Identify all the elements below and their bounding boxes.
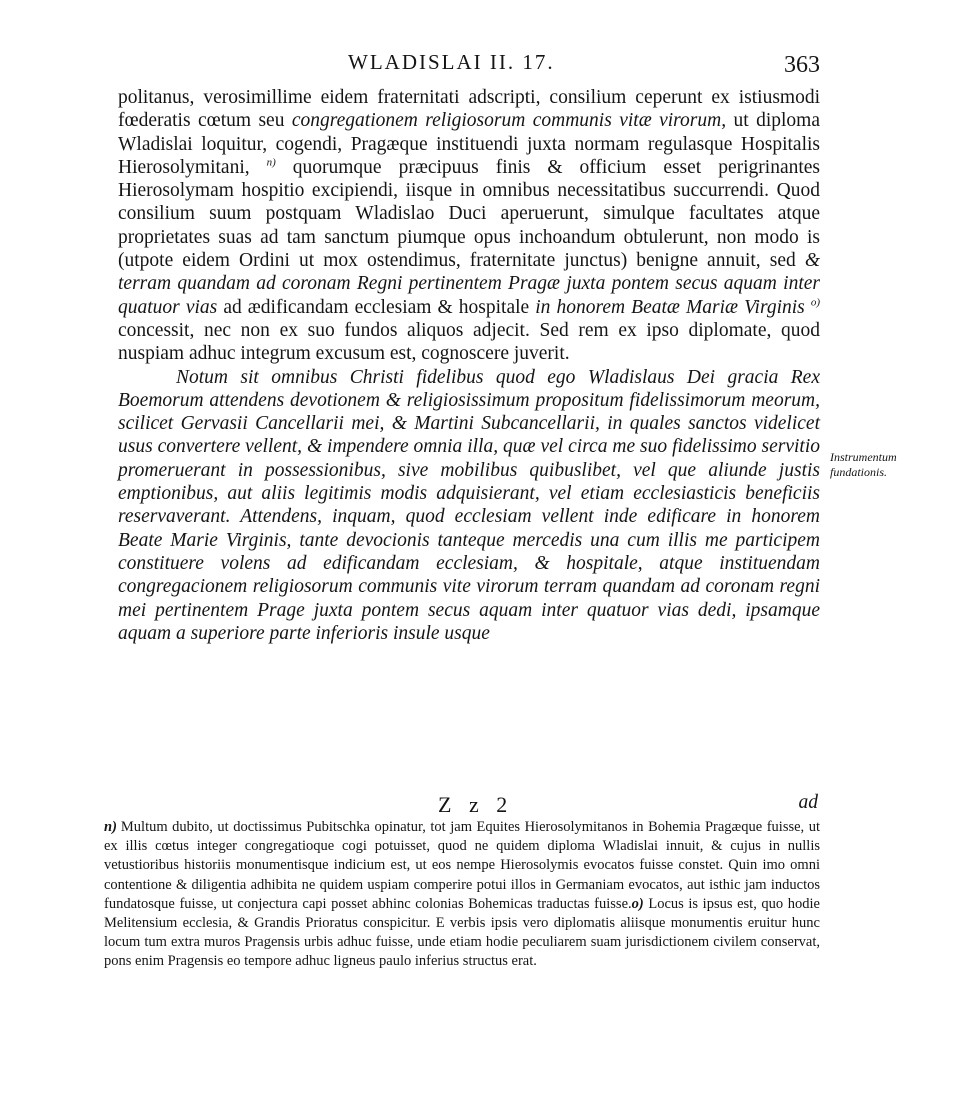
footnote-marker-o: o) [631, 895, 644, 912]
page-header [118, 50, 820, 84]
running-head: WLADISLAI II. 17. [348, 50, 555, 74]
paragraph-text: ut diploma Wladislai loquitur, cogendi, Pragæque instituendi juxta normam regulasque Hospitalis Hierosolymitani, [118, 110, 820, 178]
italic-phrase: & terram quandam ad coronam Regni pertinentem Pragæ juxta pontem secus aquam inter quatuor vias [118, 250, 820, 318]
footnote-ref-n[interactable]: n) [266, 156, 276, 169]
catchword: ad [798, 792, 818, 813]
footnote-ref-o[interactable]: o) [810, 296, 821, 309]
italic-phrase: congregationem religiosorum communis vitæ virorum, [291, 110, 727, 132]
paragraph-text: concessit, nec non ex suo fundos aliquos adjecit. Sed rem ex ipso diplomate, quod nuspiam adhuc integrum excusum est, cognoscere juverit. [118, 319, 820, 365]
footnotes [104, 818, 820, 972]
paragraph-text: politanus, verosimillime eidem fraternitati adscripti, consilium ceperunt ex istiusmodi fœderatis cœtum seu [118, 87, 820, 132]
introduction-paragraph [118, 86, 820, 366]
signature-line [118, 792, 820, 816]
marginal-note: Instrumentum fundationis. [830, 450, 897, 479]
footnote-n-text: Multum dubito, ut doctissimus Pubitschka opinatur, tot jam Equites Hierosolymitanos in Bohemia Pragæque fuisse, ut ex illis cœtus integer congregatioque cogi potuisset, quod ne quidem diploma Wladislai innuit, & cujus in nullis vetustioribus historiis monumentisque indicium est, ut eos nempe Hierosolymis evocatos fuisse constet. Quin imo omni contentione & diligentia adhibita ne quidem uspiam comperire potui illos in Germaniam evocatos, aut isthic jam inductos fundatosque fuisse, ut conjectura capi posset abhinc colonias Bohemicas traductas fuisse. [104, 819, 820, 912]
charter-quotation: Notum sit omnibus Christi fidelibus quod ego Wladislaus Dei gracia Rex Boemorum attendens devotionem & religiosissimum propositum fidelissimorum meorum, scilicet Gervasii Cancellarii mei, & Martini Subcancellarii, in quales sanctos videlicet usus convertere vellent, & impendere omnia illa, quæ vel circa me suo fidelissimo servitio promeruerant in possessionibus, sive mobilibus quibuslibet, vel que aliunde justis emptionibus, aut aliis legitimis modis adquisierant, vel etiam ecclesiasticis beneficiis reservaverant. Attendens, inquam, quod ecclesiam vellent inde edificare in honorem Beate Marie Virginis, tante devocionis tanteque mercedis una cum illis me participem constituere volens ad edificandam ecclesiam, & hospitale, atque instituendam congregacionem religiosorum communis vite virorum terram quandam ad coronam regni mei pertinentem Prage juxta pontem secus aquam inter quatuor vias dedi, ipsamque aquam a superiore parte inferioris insule usque [118, 366, 820, 644]
paragraph-text: quorumque præcipuus finis & officium esset perigrinantes Hierosolymam hospitio excipiendi, iisque in omnibus necessitatibus succurrendi. Quod consilium suum postquam Wladislao Duci aperuerunt, simulque facultates atque proprietates suas ad tam sanctum piumque opus inchoandum obtulerunt, non modo is (utpote eidem Ordini ut mox ostendimus, fraternitate junctus) benigne annuit, sed [118, 156, 821, 272]
footnote-block [104, 818, 820, 972]
paragraph-text: ad ædificandam ecclesiam & hospitale [217, 296, 536, 318]
footnote-marker-n: n) [104, 819, 117, 835]
italic-phrase: in honorem Beatæ Mariæ Virginis [535, 296, 805, 318]
signature-mark: Z z 2 [438, 792, 514, 817]
main-text [118, 86, 820, 645]
page-number: 363 [784, 52, 820, 78]
footnote-o-text: Locus is ipsus est, quo hodie Melitensium ecclesia, & Grandis Prioratus conspicitur. E verbis ipsis vero diplomatis aliisque monumentis eruitur hunc locum tum extra muros Pragensis urbis adhuc fuisse, unde etiam hodie peculiarem suam jurisdictionem civilem conservat, pons enim Pragensis eo tempore adhuc ligneus paulo inferius structus erat. [104, 895, 820, 970]
